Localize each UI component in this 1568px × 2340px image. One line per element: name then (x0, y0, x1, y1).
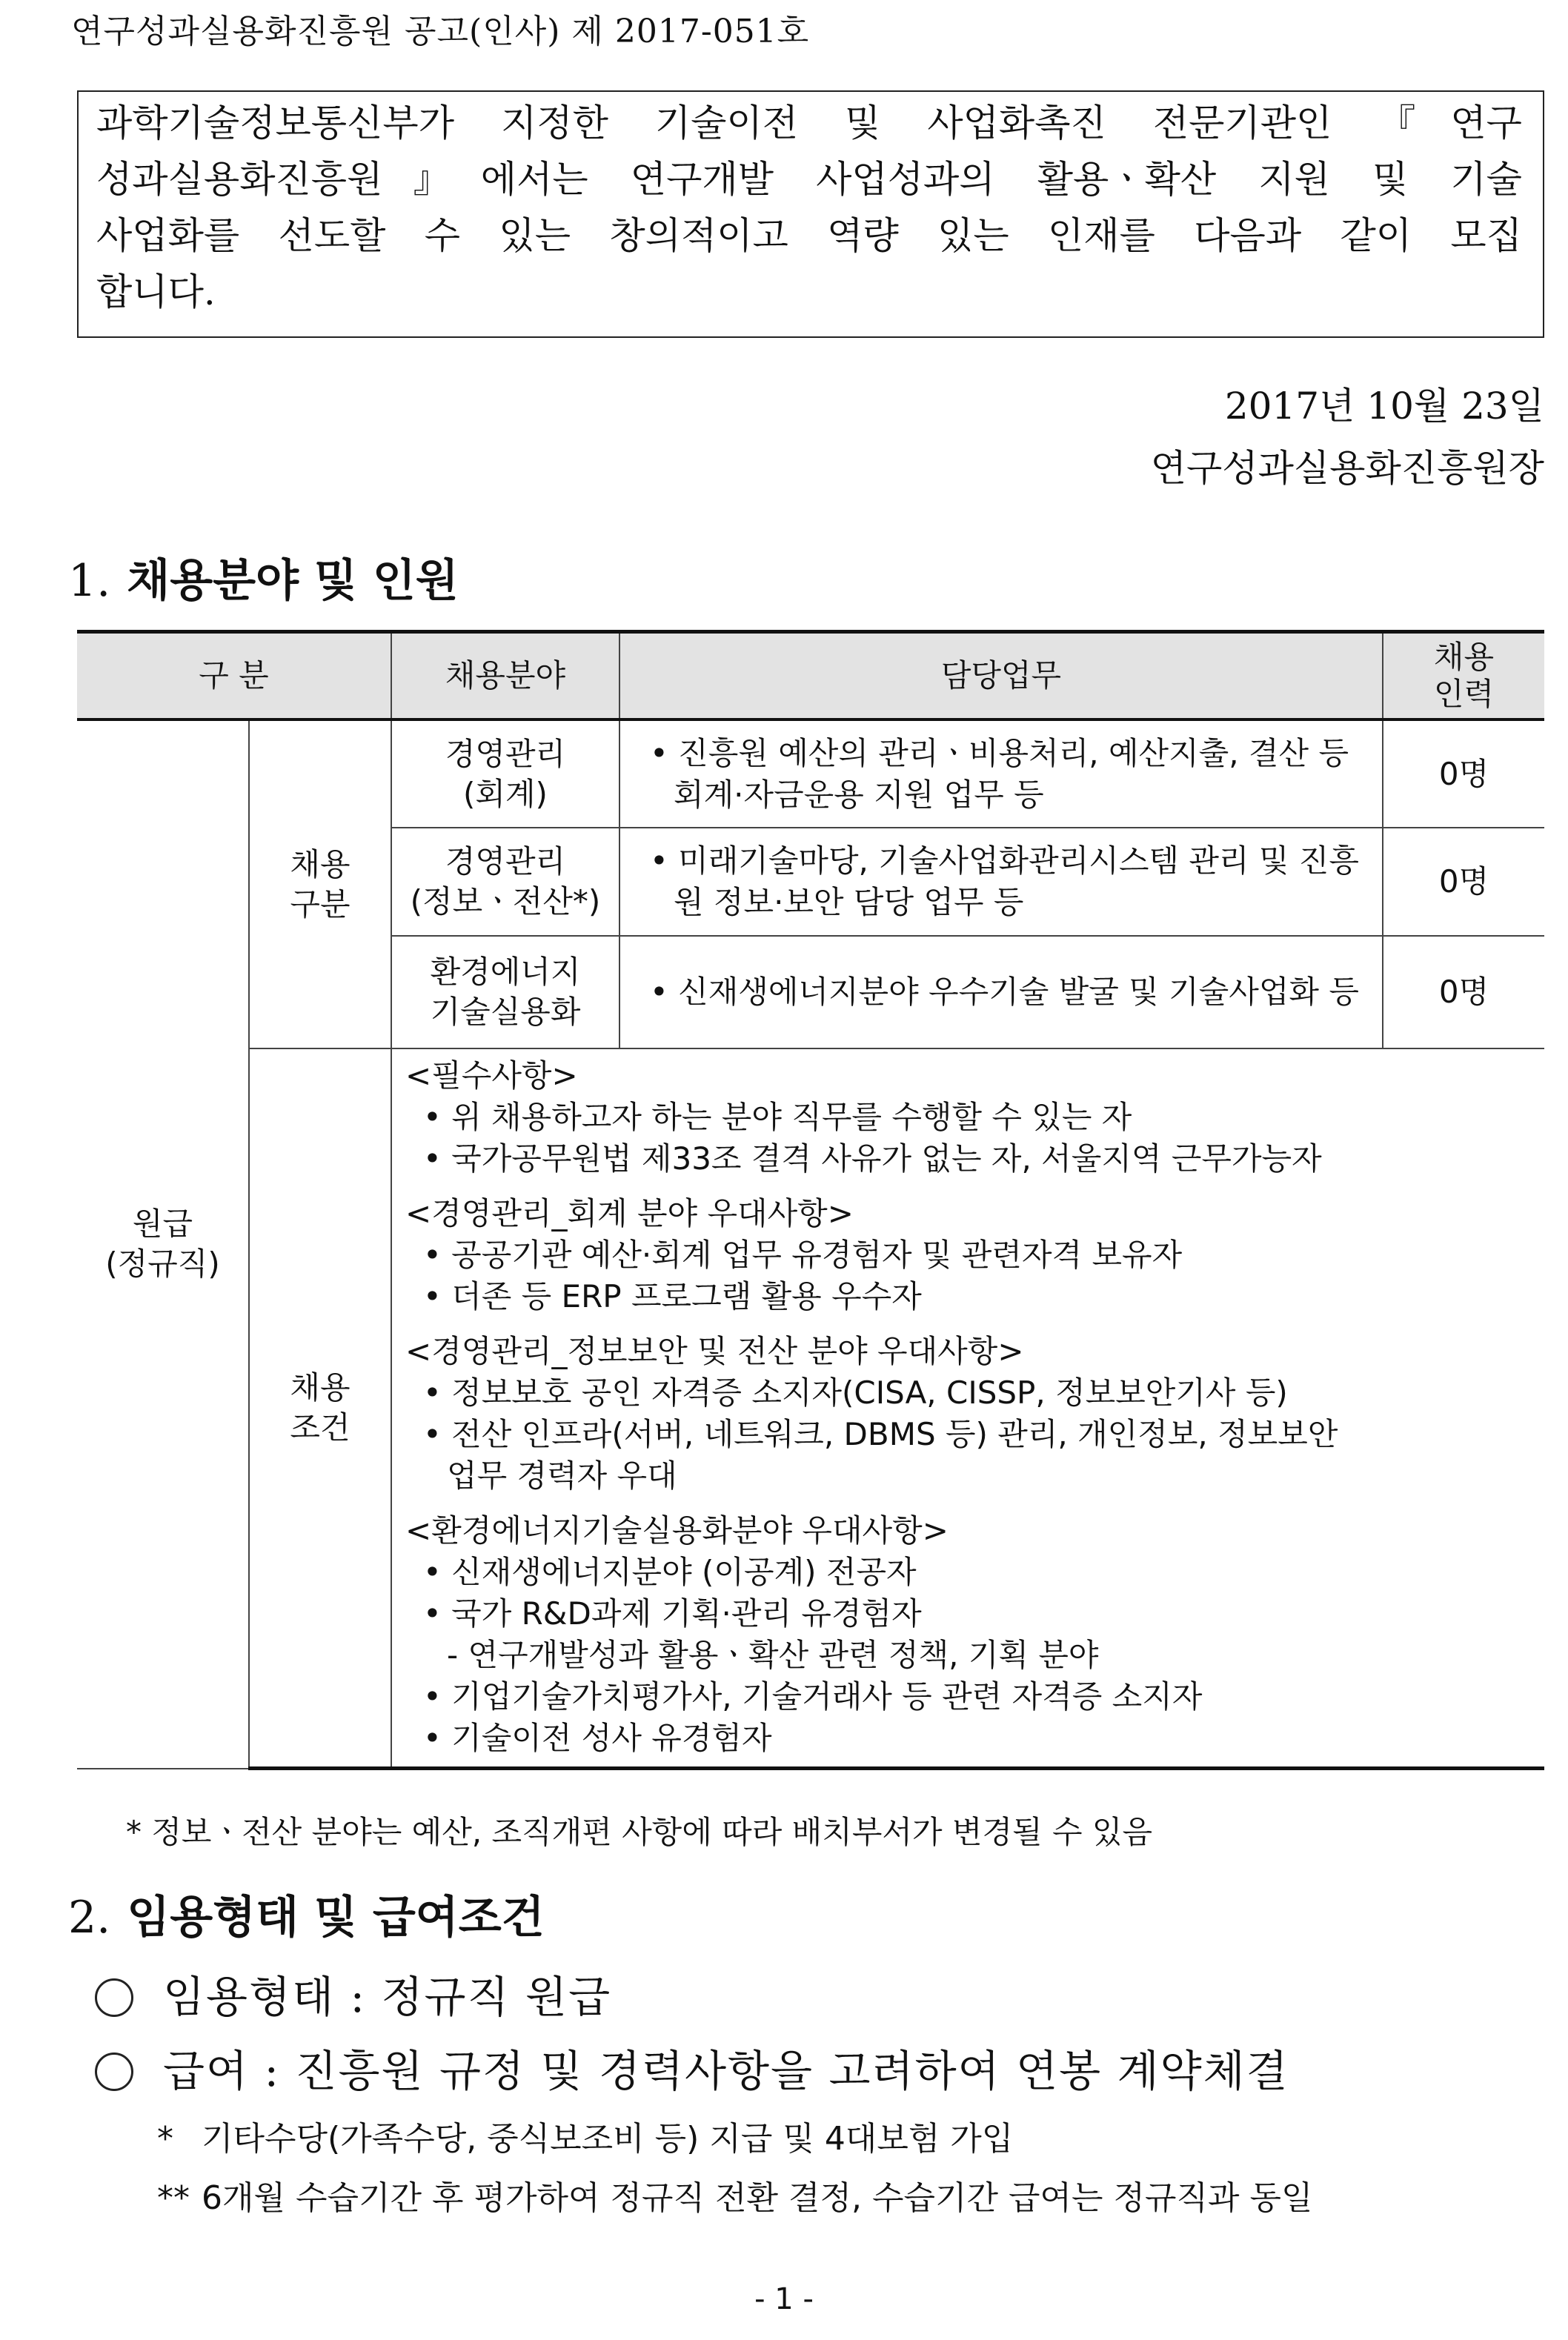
condition-item: • 기업기술가치평가사, 기술거래사 등 관련 자격증 소지자 (423, 1678, 1203, 1715)
condition-item: • 공공기관 예산·회계 업무 유경험자 및 관련자격 보유자 (423, 1237, 1183, 1273)
employment-type-text: 임용형태 : 정규직 원급 (163, 1972, 612, 2022)
condition-item-continuation: 업무 경력자 우대 (447, 1457, 677, 1494)
header-field: 채용분야 (391, 632, 619, 720)
field-line: 경영관리 (445, 735, 566, 772)
notice-line: 성과실용화진흥원』에서는 연구개발 사업성과의 활용ㆍ확산 지원 및 기술 (96, 158, 1522, 201)
notice-line: 합니다. (96, 270, 216, 313)
duty-text: • 진흥원 예산의 관리ㆍ비용처리, 예산지출, 결산 등 회계·자금운용 지원 업무 등 (650, 734, 1349, 813)
table-header-row (77, 632, 1544, 720)
section-number: 2. (68, 1892, 111, 1944)
employment-type (95, 1962, 611, 2024)
field-line: 기술실용화 (430, 994, 581, 1030)
condition-item: • 전산 인프라(서버, 네트워크, DBMS 등) 관리, 개인정보, 정보보안 (423, 1416, 1338, 1452)
section-title-text: 채용분야 및 인원 (127, 555, 459, 607)
salary-text: 급여 : 진흥원 규정 및 경력사항을 고려하여 연봉 계약체결 (163, 2046, 1289, 2096)
salary (95, 2036, 1289, 2098)
grade-cell (77, 719, 249, 1769)
field-cell (391, 828, 619, 936)
count-cell: 0명 (1383, 719, 1544, 828)
field-line: 환경에너지 (430, 954, 581, 990)
table-row-conditions (77, 1048, 1544, 1769)
condition-label-line: 조건 (290, 1409, 351, 1446)
conditions-cell (391, 1048, 1544, 1769)
grade-line: (정규직) (105, 1246, 220, 1283)
condition-label-line: 채용 (290, 1369, 351, 1406)
energy-preference-header: <환경에너지기술실용화분야 우대사항> (405, 1512, 949, 1549)
recruitment-table (77, 630, 1544, 1770)
notice-box (77, 90, 1544, 338)
header-count-line: 채용 (1433, 639, 1495, 675)
section-title-recruitment (68, 545, 459, 609)
note-text: 6개월 수습기간 후 평가하여 정규직 전환 결정, 수습기간 급여는 정규직과 동일 (202, 2179, 1313, 2217)
note-item (157, 2112, 1013, 2159)
field-line: (회계) (463, 775, 548, 812)
condition-label-cell (249, 1048, 391, 1769)
field-line: (정보ㆍ전산*) (410, 883, 601, 920)
note-mark: ** (157, 2179, 190, 2217)
notice-line: 과학기술정보통신부가 지정한 기술이전 및 사업화촉진 전문기관인 『연구 (96, 102, 1522, 144)
condition-item: • 위 채용하고자 하는 분야 직무를 수행할 수 있는 자 (423, 1099, 1132, 1135)
type-label-line: 구분 (290, 885, 351, 923)
circle-bullet-icon (95, 2053, 133, 2091)
header-gubun: 구 분 (77, 632, 391, 720)
notice-line: 사업화를 선도할 수 있는 창의적이고 역량 있는 인재를 다음과 같이 모집 (96, 214, 1522, 257)
page-number: - 1 - (754, 2282, 814, 2316)
condition-item: • 국가 R&D과제 기획·관리 유경험자 (423, 1595, 922, 1632)
condition-item: • 신재생에너지분야 (이공계) 전공자 (423, 1554, 917, 1590)
circle-bullet-icon (95, 1978, 133, 2017)
required-header: <필수사항> (405, 1057, 578, 1094)
note-mark: * (157, 2120, 173, 2158)
it-preference-header: <경영관리_정보보안 및 전산 분야 우대사항> (405, 1333, 1024, 1369)
note-item (157, 2171, 1312, 2218)
header-count (1383, 632, 1544, 720)
note-text: 기타수당(가족수당, 중식보조비 등) 지급 및 4대보험 가입 (202, 2120, 1014, 2158)
duty-text: • 신재생에너지분야 우수기술 발굴 및 기술사업화 등 (650, 974, 1359, 1010)
announcement-number: 연구성과실용화진흥원 공고(인사) 제 2017-051호 (71, 13, 810, 50)
section-number: 1. (68, 555, 111, 607)
signer: 연구성과실용화진흥원장 (1150, 447, 1544, 490)
condition-item: • 정보보호 공인 자격증 소지자(CISA, CISSP, 정보보안기사 등) (423, 1375, 1288, 1411)
accounting-preference-header: <경영관리_회계 분야 우대사항> (405, 1195, 854, 1232)
condition-item: • 기술이전 성사 유경험자 (423, 1720, 772, 1756)
field-line: 경영관리 (445, 843, 566, 880)
grade-line: 원급 (132, 1206, 193, 1243)
announcement-date: 2017년 10월 23일 (1224, 385, 1544, 428)
field-cell (391, 719, 619, 828)
table-footnote: * 정보ㆍ전산 분야는 예산, 조직개편 사항에 따라 배치부서가 변경될 수 있음 (126, 1814, 1153, 1850)
condition-item: • 더존 등 ERP 프로그램 활용 우수자 (423, 1278, 922, 1314)
field-cell (391, 936, 619, 1048)
header-duty: 담당업무 (619, 632, 1383, 720)
section-title-text: 임용형태 및 급여조건 (127, 1892, 545, 1944)
duty-cell (619, 936, 1383, 1048)
duty-cell (619, 828, 1383, 936)
duty-cell (619, 719, 1383, 828)
table-row (77, 719, 1544, 828)
type-label-cell (249, 719, 391, 1048)
section-title-employment (68, 1882, 545, 1946)
duty-text: • 미래기술마당, 기술사업화관리시스템 관리 및 진흥원 정보·보안 담당 업무 등 (650, 842, 1359, 920)
condition-subitem: - 연구개발성과 활용ㆍ확산 관련 정책, 기획 분야 (447, 1637, 1099, 1673)
header-count-line: 인력 (1433, 676, 1495, 712)
count-cell: 0명 (1383, 936, 1544, 1048)
type-label-line: 채용 (290, 845, 351, 883)
condition-item: • 국가공무원법 제33조 결격 사유가 없는 자, 서울지역 근무가능자 (423, 1140, 1322, 1177)
count-cell: 0명 (1383, 828, 1544, 936)
